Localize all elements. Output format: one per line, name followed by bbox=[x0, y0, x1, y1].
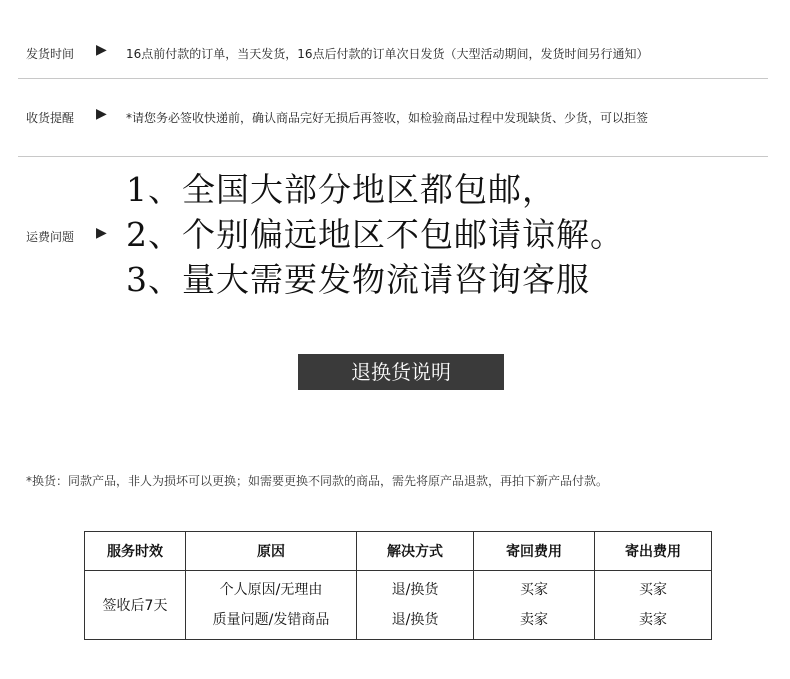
solution-2: 退/换货 bbox=[391, 612, 439, 628]
solution-cell bbox=[357, 571, 474, 640]
shipping-time-text: 16点前付款的订单，当天发货，16点后付款的订单次日发货（大型活动期间，发货时间另行通知） bbox=[126, 47, 649, 61]
table-header-row bbox=[85, 532, 712, 571]
reason-cell bbox=[186, 571, 357, 640]
send-fee-1: 买家 bbox=[639, 582, 667, 598]
table-row bbox=[85, 571, 712, 640]
reason-2: 质量问题/发错商品 bbox=[212, 612, 330, 628]
freight-line-3: 3、量大需要发物流请咨询客服 bbox=[126, 260, 590, 299]
exchange-note: *换货：同款产品，非人为损坏可以更换；如需要更换不同款的商品，需先将原产品退款，再拍下新产品付款。 bbox=[26, 474, 609, 488]
arrow-right-icon: ▶ bbox=[96, 106, 107, 122]
arrow-right-icon: ▶ bbox=[96, 225, 107, 241]
receipt-reminder-text: *请您务必签收快递前，确认商品完好无损后再签收，如检验商品过程中发现缺货、少货，可以拒签 bbox=[126, 111, 649, 125]
return-exchange-banner: 退换货说明 bbox=[298, 354, 504, 390]
freight-line-1: 1、全国大部分地区都包邮， bbox=[126, 170, 556, 209]
reason-1: 个人原因/无理由 bbox=[219, 582, 323, 598]
solution-1: 退/换货 bbox=[391, 582, 439, 598]
freight-label: 运费问题 bbox=[26, 230, 75, 244]
header-reason: 原因 bbox=[186, 532, 357, 571]
send-fee-2: 卖家 bbox=[639, 612, 667, 628]
receipt-reminder-label: 收货提醒 bbox=[26, 111, 75, 125]
header-send-fee: 寄出费用 bbox=[595, 532, 712, 571]
shipping-time-label: 发货时间 bbox=[26, 47, 75, 61]
freight-line-2: 2、个别偏远地区不包邮请谅解。 bbox=[126, 215, 624, 254]
header-return-fee: 寄回费用 bbox=[474, 532, 595, 571]
divider bbox=[18, 156, 768, 157]
header-solution: 解决方式 bbox=[357, 532, 474, 571]
return-fee-cell bbox=[474, 571, 595, 640]
return-policy-table bbox=[84, 531, 712, 640]
arrow-right-icon: ▶ bbox=[96, 42, 107, 58]
header-service-period: 服务时效 bbox=[85, 532, 186, 571]
return-fee-2: 卖家 bbox=[520, 612, 548, 628]
return-fee-1: 买家 bbox=[520, 582, 548, 598]
divider bbox=[18, 78, 768, 79]
send-fee-cell bbox=[595, 571, 712, 640]
service-period-cell: 签收后7天 bbox=[85, 571, 186, 640]
